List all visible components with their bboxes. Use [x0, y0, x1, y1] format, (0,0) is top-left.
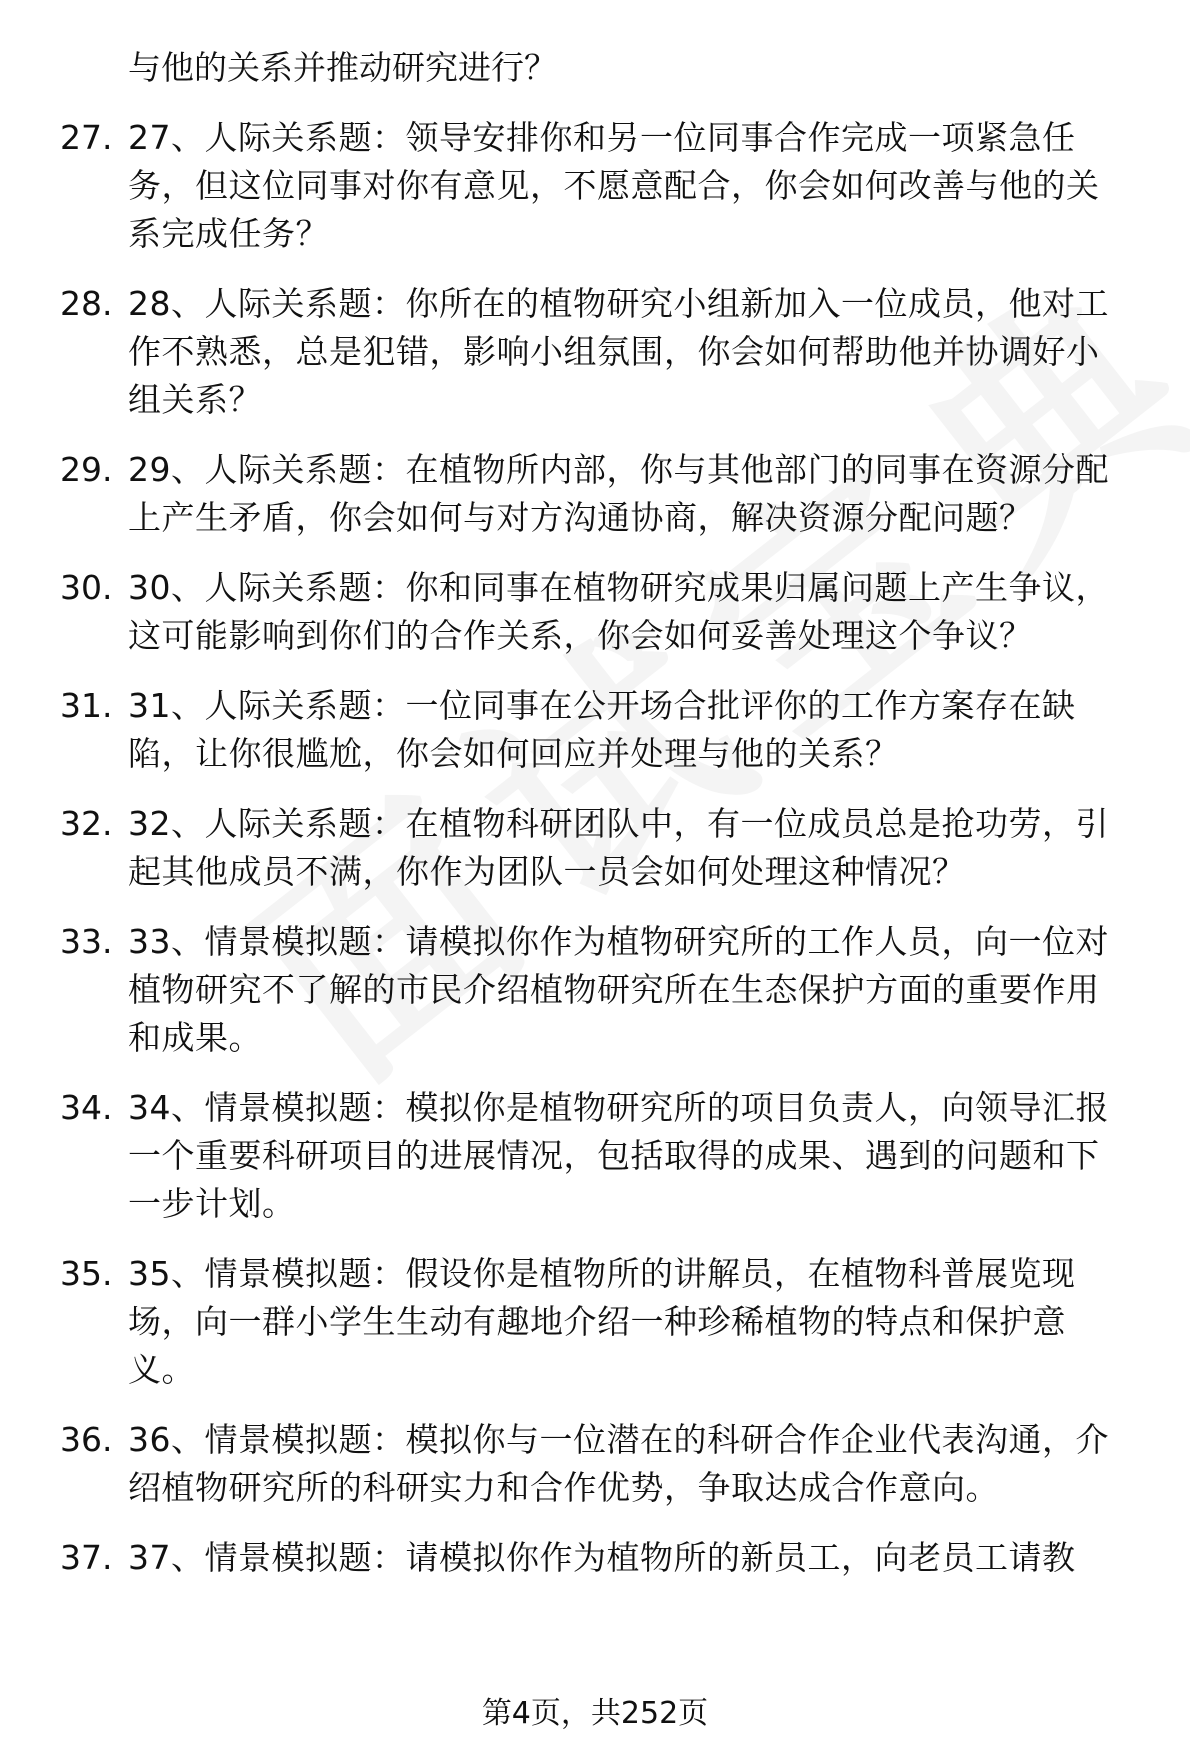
list-item [60, 918, 1160, 1062]
list-item [60, 114, 1160, 258]
list-item [60, 1416, 1160, 1512]
question-list [60, 44, 1160, 1582]
item-number: 29. [60, 450, 113, 489]
list-item [60, 800, 1160, 896]
item-text: 31、人际关系题：一位同事在公开场合批评你的工作方案存在缺陷，让你很尴尬，你会如何回应并处理与他的关系？ [128, 686, 1076, 773]
item-number: 35. [60, 1254, 113, 1293]
list-item [60, 446, 1160, 542]
item-text: 28、人际关系题：你所在的植物研究小组新加入一位成员，他对工作不熟悉，总是犯错，影响小组氛围，你会如何帮助他并协调好小组关系？ [128, 284, 1109, 419]
item-number: 32. [60, 804, 113, 843]
item-text: 27、人际关系题：领导安排你和另一位同事合作完成一项紧急任务，但这位同事对你有意见，不愿意配合，你会如何改善与他的关系完成任务？ [128, 118, 1100, 253]
item-text: 33、情景模拟题：请模拟你作为植物研究所的工作人员，向一位对植物研究不了解的市民介绍植物研究所在生态保护方面的重要作用和成果。 [128, 922, 1109, 1057]
item-text: 32、人际关系题：在植物科研团队中，有一位成员总是抢功劳，引起其他成员不满，你作为团队一员会如何处理这种情况？ [128, 804, 1109, 891]
list-item [60, 1250, 1160, 1394]
item-text: 37、情景模拟题：请模拟你作为植物所的新员工，向老员工请教 [128, 1538, 1076, 1577]
list-item [60, 1084, 1160, 1228]
page-footer: 第4页，共252页 [481, 1696, 709, 1731]
item-number: 31. [60, 686, 113, 725]
item-text: 34、情景模拟题：模拟你是植物研究所的项目负责人，向领导汇报一个重要科研项目的进展情况，包括取得的成果、遇到的问题和下一步计划。 [128, 1088, 1109, 1223]
item-text: 35、情景模拟题：假设你是植物所的讲解员，在植物科普展览现场，向一群小学生生动有趣地介绍一种珍稀植物的特点和保护意义。 [128, 1254, 1076, 1389]
item-number: 37. [60, 1538, 113, 1577]
item-text: 29、人际关系题：在植物所内部，你与其他部门的同事在资源分配上产生矛盾，你会如何与对方沟通协商，解决资源分配问题？ [128, 450, 1109, 537]
list-item [60, 280, 1160, 424]
item-number: 34. [60, 1088, 113, 1127]
item-text: 30、人际关系题：你和同事在植物研究成果归属问题上产生争议，这可能影响到你们的合作关系，你会如何妥善处理这个争议？ [128, 568, 1109, 655]
list-item [60, 682, 1160, 778]
item-number: 30. [60, 568, 113, 607]
continued-text: 与他的关系并推动研究进行？ [128, 48, 557, 87]
list-item [60, 564, 1160, 660]
item-number: 28. [60, 284, 113, 323]
item-number: 36. [60, 1420, 113, 1459]
list-item [60, 1534, 1160, 1582]
item-number: 27. [60, 118, 113, 157]
item-text: 36、情景模拟题：模拟你与一位潜在的科研合作企业代表沟通，介绍植物研究所的科研实力和合作优势，争取达成合作意向。 [128, 1420, 1109, 1507]
item-number: 33. [60, 922, 113, 961]
